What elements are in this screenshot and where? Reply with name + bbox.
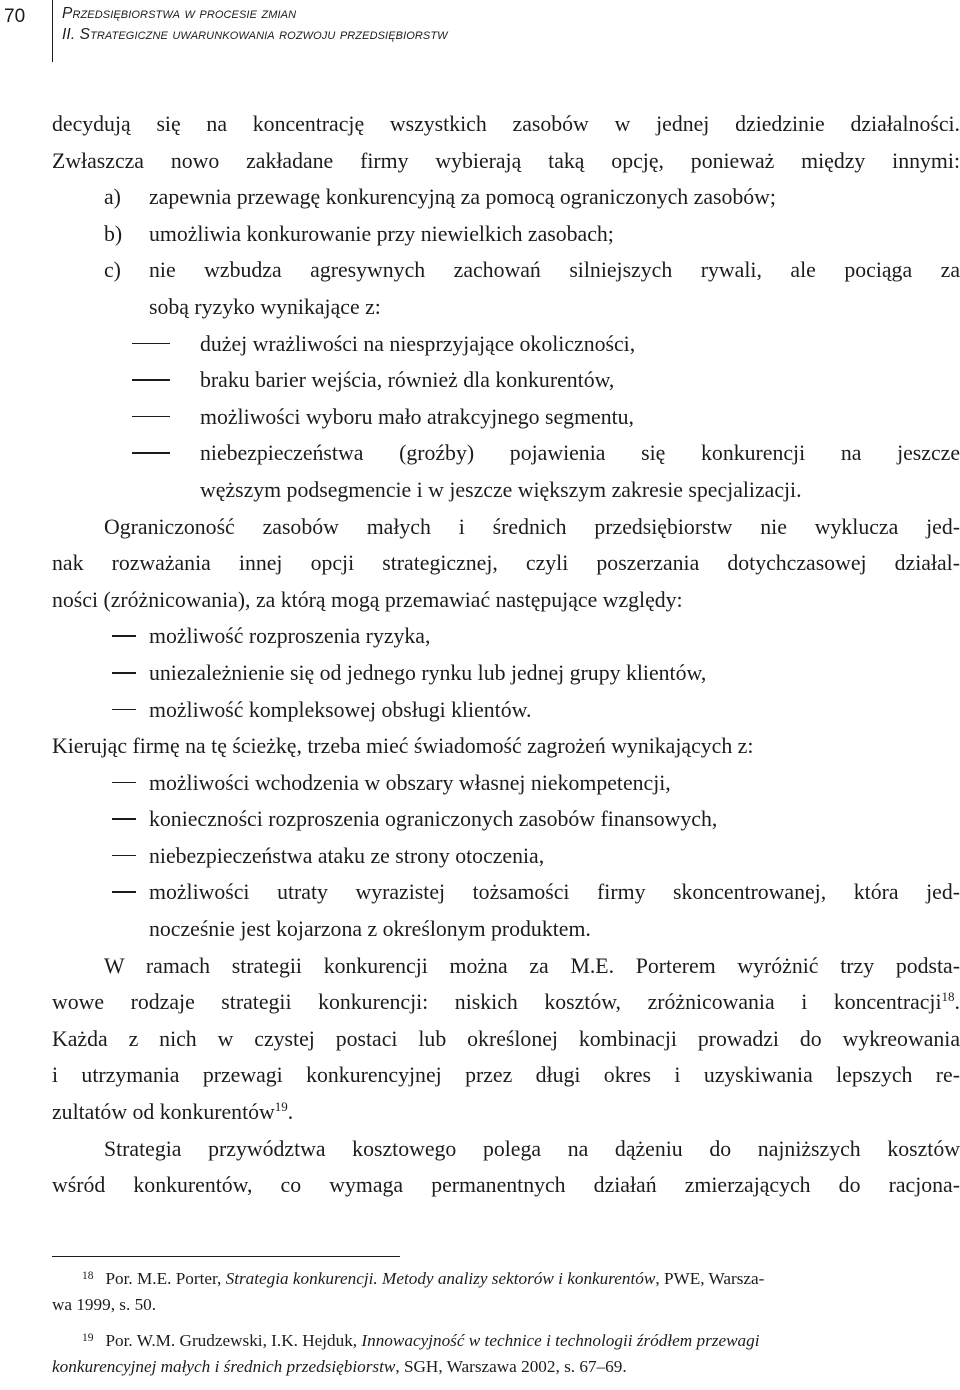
list-item-text: możliwości wchodzenia w obszary własnej niekompetencji, bbox=[149, 770, 671, 795]
sub-list-item bbox=[52, 399, 960, 436]
body-line: wśród konkurentów, co wymaga permanentnych działań zmierzających do racjona- bbox=[52, 1173, 960, 1198]
footnote-ref-18[interactable]: 18 bbox=[941, 989, 955, 1005]
body-line-text: wowe rodzaje strategii konkurencji: niskich kosztów, zróżnicowania i koncentracji bbox=[52, 990, 942, 1015]
list-item bbox=[52, 801, 960, 838]
list-item bbox=[52, 655, 960, 692]
list-item-text: możliwości utraty wyrazistej tożsamości firmy skoncentrowanej, która jed- bbox=[149, 880, 960, 905]
list-item-c bbox=[52, 252, 960, 289]
dash-bullet bbox=[132, 343, 170, 345]
dash-bullet bbox=[112, 782, 136, 784]
sub-list-item bbox=[52, 435, 960, 472]
footnote-18 bbox=[52, 1266, 960, 1318]
list-item bbox=[52, 692, 960, 729]
sub-list-item-text: możliwości wyboru mało atrakcyjnego segmentu, bbox=[200, 404, 635, 429]
list-marker: c) bbox=[104, 258, 121, 283]
dash-bullet bbox=[112, 709, 136, 711]
list-item bbox=[52, 874, 960, 911]
dash-bullet bbox=[132, 416, 170, 418]
list-item-text: nie wzbudza agresywnych zachowań silniejszych rywali, ale pociąga za bbox=[149, 258, 960, 283]
footnote-number: 19 bbox=[82, 1332, 94, 1344]
footnotes bbox=[52, 1266, 960, 1390]
footnote-separator bbox=[52, 1256, 400, 1257]
dash-bullet bbox=[132, 452, 170, 454]
footnote-title: konkurencyjnej małych i średnich przedsiębiorstw bbox=[52, 1357, 396, 1376]
sub-list-item-text: dużej wrażliwości na niesprzyjające okoliczności, bbox=[200, 331, 636, 356]
body-line bbox=[52, 984, 960, 1021]
body-line: W ramach strategii konkurencji można za M.E. Porterem wyróżnić trzy podsta- bbox=[104, 953, 960, 978]
running-title bbox=[62, 5, 296, 23]
body-line: ności (zróżnicowania), za którą mogą przemawiać następujące względy: bbox=[52, 587, 683, 612]
footnote-number: 18 bbox=[82, 1270, 94, 1282]
list-marker: b) bbox=[104, 221, 123, 246]
footnote-text: wa 1999, s. 50. bbox=[52, 1295, 157, 1314]
footnote-title: Innowacyjność w technice i technologii źródłem przewagi bbox=[361, 1331, 760, 1350]
main-text bbox=[52, 106, 960, 1204]
sub-list-item-continued: węższym podsegmencie i w jeszcze większym zakresie specjalizacji. bbox=[200, 477, 802, 502]
footnote-19 bbox=[52, 1328, 960, 1380]
list-item bbox=[52, 618, 960, 655]
body-line: Strategia przywództwa kosztowego polega na dążeniu do najniższych kosztów bbox=[104, 1136, 960, 1161]
running-subtitle bbox=[62, 26, 448, 44]
dash-bullet bbox=[112, 855, 136, 857]
list-item-text: możliwość kompleksowej obsługi klientów. bbox=[149, 697, 532, 722]
body-line-text: zultatów od konkurentów bbox=[52, 1100, 275, 1125]
footnote-text: Por. M.E. Porter, bbox=[105, 1269, 226, 1288]
list-marker: a) bbox=[104, 185, 121, 210]
footnote-text: , PWE, Warsza- bbox=[655, 1269, 765, 1288]
sub-list-item-text: niebezpieczeństwa (groźby) pojawienia się konkurencji na jeszcze bbox=[200, 441, 960, 466]
footnote-ref-19[interactable]: 19 bbox=[274, 1099, 288, 1115]
page-header bbox=[0, 0, 960, 62]
body-line: Ograniczoność zasobów małych i średnich przedsiębiorstw nie wyklucza jed- bbox=[104, 514, 960, 539]
list-item-text: niebezpieczeństwa ataku ze strony otoczenia, bbox=[149, 843, 545, 868]
sub-list-item bbox=[52, 362, 960, 399]
body-line: decydują się na koncentrację wszystkich zasobów w jednej dziedzinie działalności. bbox=[52, 112, 960, 136]
body-line: Kierując firmę na tę ścieżkę, trzeba mieć świadomość zagrożeń wynikających z: bbox=[52, 734, 754, 759]
body-line: i utrzymania przewagi konkurencyjnej przez długi okres i uzyskiwania lepszych re- bbox=[52, 1063, 960, 1088]
punctuation: . bbox=[287, 1100, 294, 1125]
dash-bullet bbox=[132, 379, 170, 381]
list-item-text: konieczności rozproszenia ograniczonych zasobów finansowych, bbox=[149, 807, 718, 832]
list-item-c-continued: sobą ryzyko wynikające z: bbox=[149, 294, 381, 319]
punctuation: . bbox=[954, 990, 960, 1015]
list-item-text: uniezależnienie się od jednego rynku lub jednej grupy klientów, bbox=[149, 660, 707, 685]
list-item bbox=[52, 838, 960, 875]
body-line: Zwłaszcza nowo zakładane firmy wybierają taką opcję, ponieważ między innymi: bbox=[52, 148, 960, 173]
list-item-text: zapewnia przewagę konkurencyjną za pomocą ograniczonych zasobów; bbox=[149, 185, 776, 210]
dash-bullet bbox=[112, 891, 136, 893]
list-item-text: możliwość rozproszenia ryzyka, bbox=[149, 624, 431, 649]
running-subtitle-text: II. Strategiczne uwarunkowania rozwoju przedsiębiorstw bbox=[62, 26, 448, 43]
list-item-text: umożliwia konkurowanie przy niewielkich zasobach; bbox=[149, 221, 614, 246]
list-item-b bbox=[52, 216, 960, 253]
list-item-continued: nocześnie jest kojarzona z określonym produktem. bbox=[149, 917, 591, 942]
dash-bullet bbox=[112, 818, 136, 820]
footnote-text: Por. W.M. Grudzewski, I.K. Hejduk, bbox=[105, 1331, 362, 1350]
body-line bbox=[52, 1094, 960, 1131]
list-item-a bbox=[52, 179, 960, 216]
sub-list-item bbox=[52, 326, 960, 363]
sub-list-item-text: braku barier wejścia, również dla konkurentów, bbox=[200, 368, 615, 393]
dash-bullet bbox=[112, 635, 136, 637]
dash-bullet bbox=[112, 672, 136, 674]
body-line: nak rozważania innej opcji strategicznej, czyli poszerzania dotychczasowej działal- bbox=[52, 551, 960, 576]
list-item bbox=[52, 765, 960, 802]
footnote-text: , SGH, Warszawa 2002, s. 67–69. bbox=[395, 1357, 627, 1376]
page-number: 70 bbox=[4, 6, 26, 27]
running-title-text: Przedsiębiorstwa w procesie zmian bbox=[62, 5, 297, 22]
body-line: Każda z nich w czystej postaci lub określonej kombinacji prowadzi do wykreowania bbox=[52, 1026, 960, 1051]
footnote-title: Strategia konkurencji. Metody analizy sektorów i konkurentów bbox=[225, 1269, 656, 1288]
header-divider bbox=[52, 0, 53, 62]
